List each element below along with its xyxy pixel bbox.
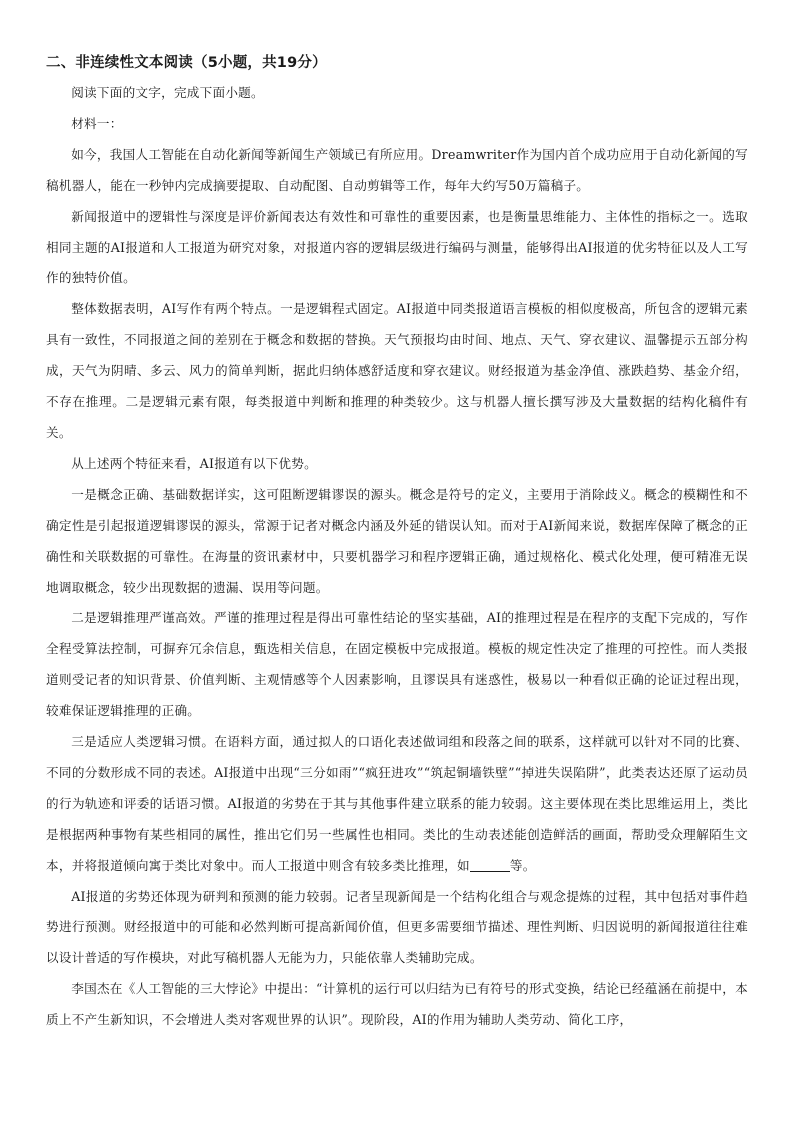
paragraph-two-features: 整体数据表明，AI写作有两个特点。一是逻辑程式固定。AI报道中同类报道语言模板的相似度极高，所包含的逻辑元素具有一致性，不同报道之间的差别在于概念和数据的替换。天气预报均由时间、地点、天气、穿衣建议、温馨提示五部分构成，天气为阴晴、多云、风力的简单判断，据此归纳体感舒适度和穿衣建议。财经报道为基金净值、涨跌趋势、基金介绍，不存在推理。二是逻辑元素有限，每类报道中判断和推理的种类较少。这与机器人擅长撰写涉及大量数据的结构化稿件有关。 [46, 301, 748, 440]
paragraph-logic-depth: 新闻报道中的逻辑性与深度是评价新闻表达有效性和可靠性的重要因素，也是衡量思维能力、主体性的指标之一。选取相同主题的AI报道和人工报道为研究对象，对报道内容的逻辑层级进行编码与测量，能够得出AI报道的优劣特征以及人工写作的独特价值。 [46, 208, 748, 286]
instruction-text: 阅读下面的文字，完成下面小题。 [71, 85, 264, 100]
paragraph-advantage-three [46, 727, 748, 882]
paragraph-disadvantage: AI报道的劣势还体现为研判和预测的能力较弱。记者呈现新闻是一个结构化组合与观念提炼的过程，其中包括对事件趋势进行预测。财经报道中的可能和必然判断可提高新闻价值，但更多需要细节描述、理性判断、归因说明的新闻报道往往难以设计普适的写作模块，对此写稿机器人无能为力，只能依靠人类辅助完成。 [46, 888, 748, 966]
paragraph-advantages-lead: 从上述两个特征来看，AI报道有以下优势。 [71, 455, 317, 471]
paragraph-advantage-three-tail: 等。 [509, 857, 536, 873]
paragraph-intro: 如今，我国人工智能在自动化新闻等新闻生产领域已有所应用。Dreamwriter作为国内首个成功应用于自动化新闻的写稿机器人，能在一秒钟内完成摘要提取、自动配图、自动剪辑等工作，每年大约写50万篇稿子。 [46, 146, 748, 193]
material-label: 材料一： [71, 115, 123, 131]
section-title: 二、非连续性文本阅读（5小题，共19分） [46, 55, 327, 71]
paragraph-advantage-three-text: 三是适应人类逻辑习惯。在语料方面，通过拟人的口语化表述做词组和段落之间的联系，这样就可以针对不同的比赛、不同的分数形成不同的表述。AI报道中出现“三分如雨”“疯狂进攻”“筑起铜墙铁壁”“掉进失误陷阱”，此类表达还原了运动员的行为轨迹和评委的话语习惯。AI报道的劣势在于其与其他事件建立联系的能力较弱。这主要体现在类比思维运用上，类比是根据两种事物有某些相同的属性，推出它们另一些属性也相同。类比的生动表述能创造鲜活的画面，帮助受众理解陌生文本，并将报道倾向寓于类比对象中。而人工报道中则含有较多类比推理，如 [46, 734, 748, 873]
paragraph-advantage-two: 二是逻辑推理严谨高效。严谨的推理过程是得出可靠性结论的坚实基础，AI的推理过程是在程序的支配下完成的，写作全程受算法控制，可摒弃冗余信息，甄选相关信息，在固定模板中完成报道。模板的规定性决定了推理的可控性。而人类报道则受记者的知识背景、价值判断、主观情感等个人因素影响，且谬误具有迷惑性，极易以一种看似正确的论证过程出现，较难保证逻辑推理的正确。 [46, 610, 748, 719]
fill-in-blank[interactable] [470, 858, 510, 872]
paragraph-quote: 李国杰在《人工智能的三大悖论》中提出：“计算机的运行可以归结为已有符号的形式变换，结论已经蕴涵在前提中，本质上不产生新知识，不会增进人类对客观世界的认识”。现阶段，AI的作用为辅助人类劳动、简化工序， [46, 981, 748, 1028]
paragraph-advantage-one: 一是概念正确、基础数据详实，这可阻断逻辑谬误的源头。概念是符号的定义，主要用于消除歧义。概念的模糊性和不确定性是引起报道逻辑谬误的源头，常源于记者对概念内涵及外延的错误认知。而对于AI新闻来说，数据库保障了概念的正确性和关联数据的可靠性。在海量的资讯素材中，只要机器学习和程序逻辑正确，通过规格化、模式化处理，便可精准无误地调取概念，较少出现数据的遗漏、误用等问题。 [46, 486, 748, 595]
